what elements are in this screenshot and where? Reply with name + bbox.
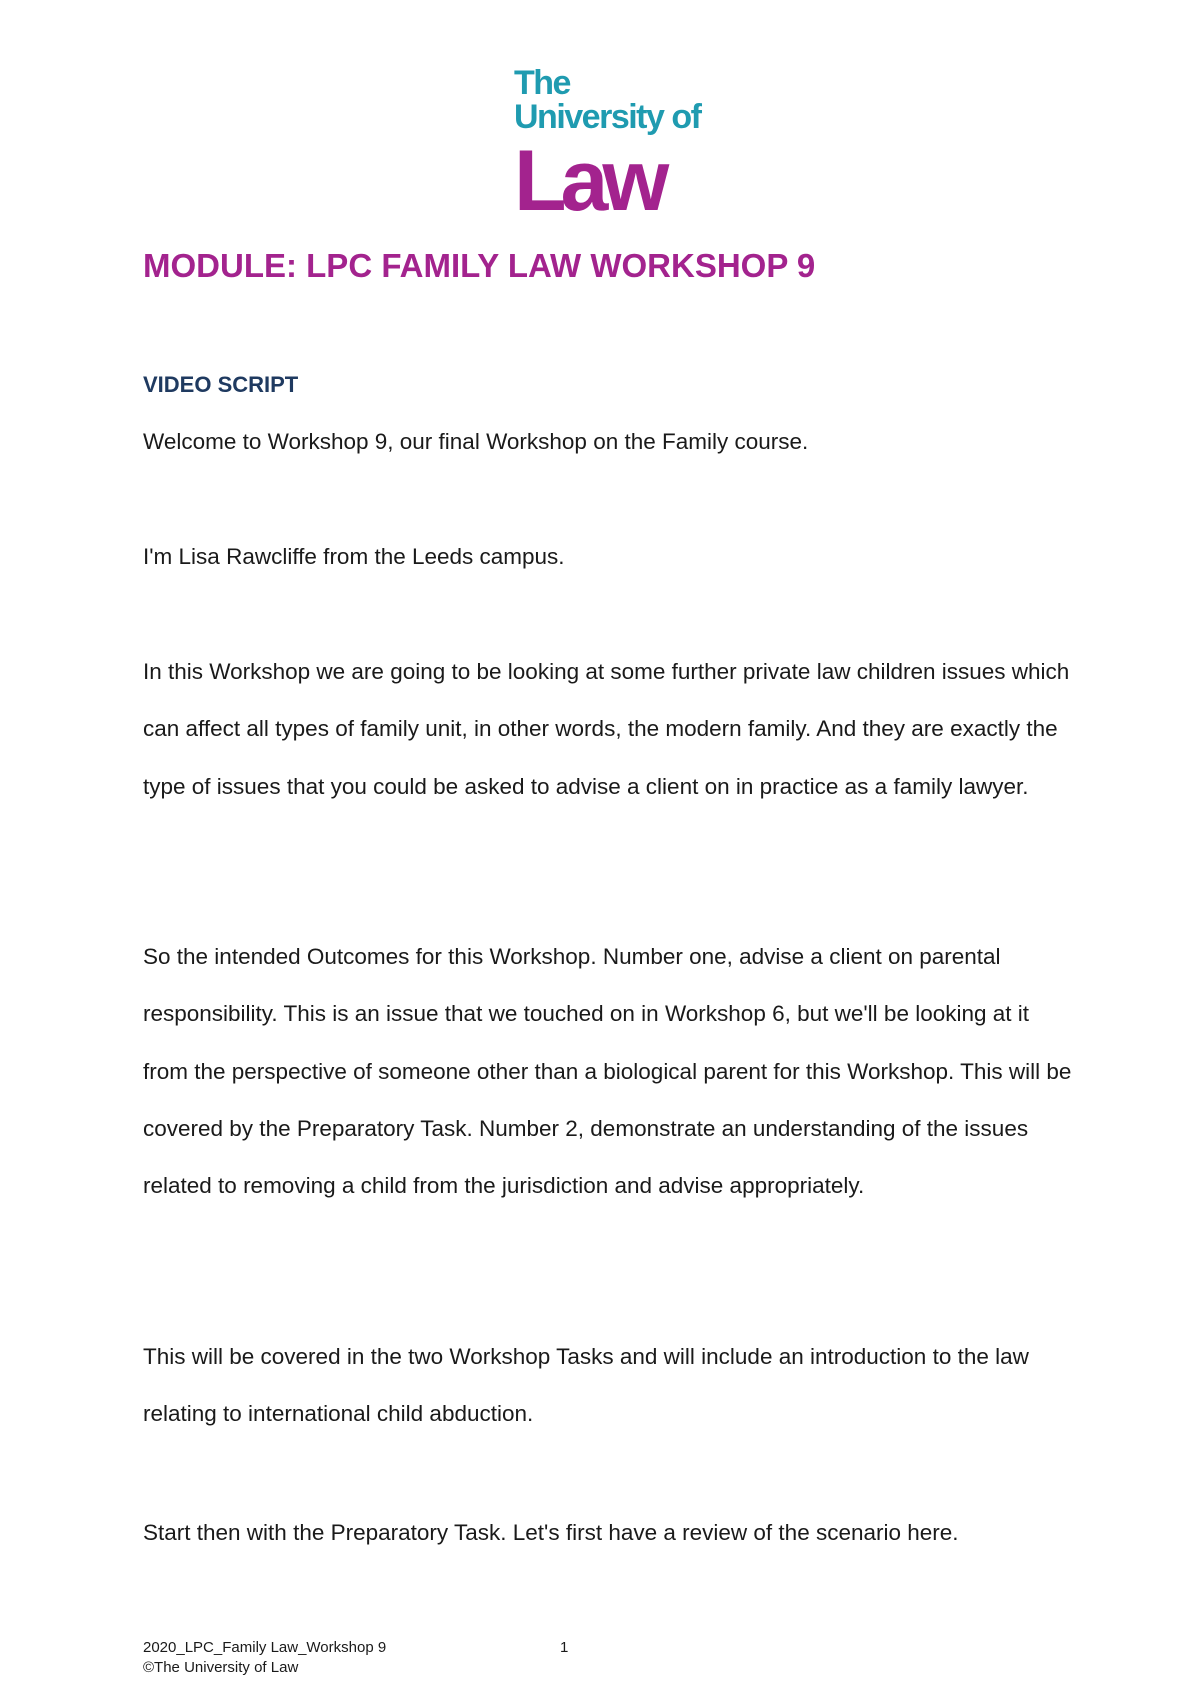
paragraph-introduction: I'm Lisa Rawcliffe from the Leeds campus. bbox=[143, 544, 565, 569]
paragraph-outcomes: So the intended Outcomes for this Workshop. Number one, advise a client on parental responsibility. This is an issue that we touched on in Workshop 6, but we'll be looking at it from the perspective of someone other than a biological parent for this Workshop. This will be covered by the Preparatory Task. Number 2, demonstrate an understanding of the issues related to removing a child from the jurisdiction and advise appropriately. bbox=[143, 944, 1072, 1199]
paragraph-welcome: Welcome to Workshop 9, our final Workshop on the Family course. bbox=[143, 429, 809, 454]
page-footer bbox=[143, 1638, 386, 1678]
paragraph-workshop-overview: In this Workshop we are going to be looking at some further private law children issues which can affect all types of family unit, in other words, the modern family. And they are exactly the type of issues that you could be asked to advise a client on in practice as a family lawyer. bbox=[143, 659, 1070, 799]
paragraph-workshop-tasks: This will be covered in the two Workshop Tasks and will include an introduction to the law relating to international child abduction. bbox=[143, 1344, 1029, 1427]
logo-line-university-of: University of bbox=[514, 98, 701, 136]
logo-line-law: Law bbox=[514, 133, 664, 229]
paragraph-preparatory-task: Start then with the Preparatory Task. Let's first have a review of the scenario here. bbox=[143, 1520, 959, 1545]
footer-copyright: ©The University of Law bbox=[143, 1659, 299, 1676]
footer-document-name: 2020_LPC_Family Law_Workshop 9 bbox=[143, 1639, 387, 1656]
section-heading: VIDEO SCRIPT bbox=[143, 372, 299, 397]
module-title: MODULE: LPC FAMILY LAW WORKSHOP 9 bbox=[143, 247, 816, 284]
logo-line-the: The bbox=[514, 64, 570, 102]
page-number: 1 bbox=[560, 1639, 569, 1656]
university-logo bbox=[514, 64, 704, 229]
